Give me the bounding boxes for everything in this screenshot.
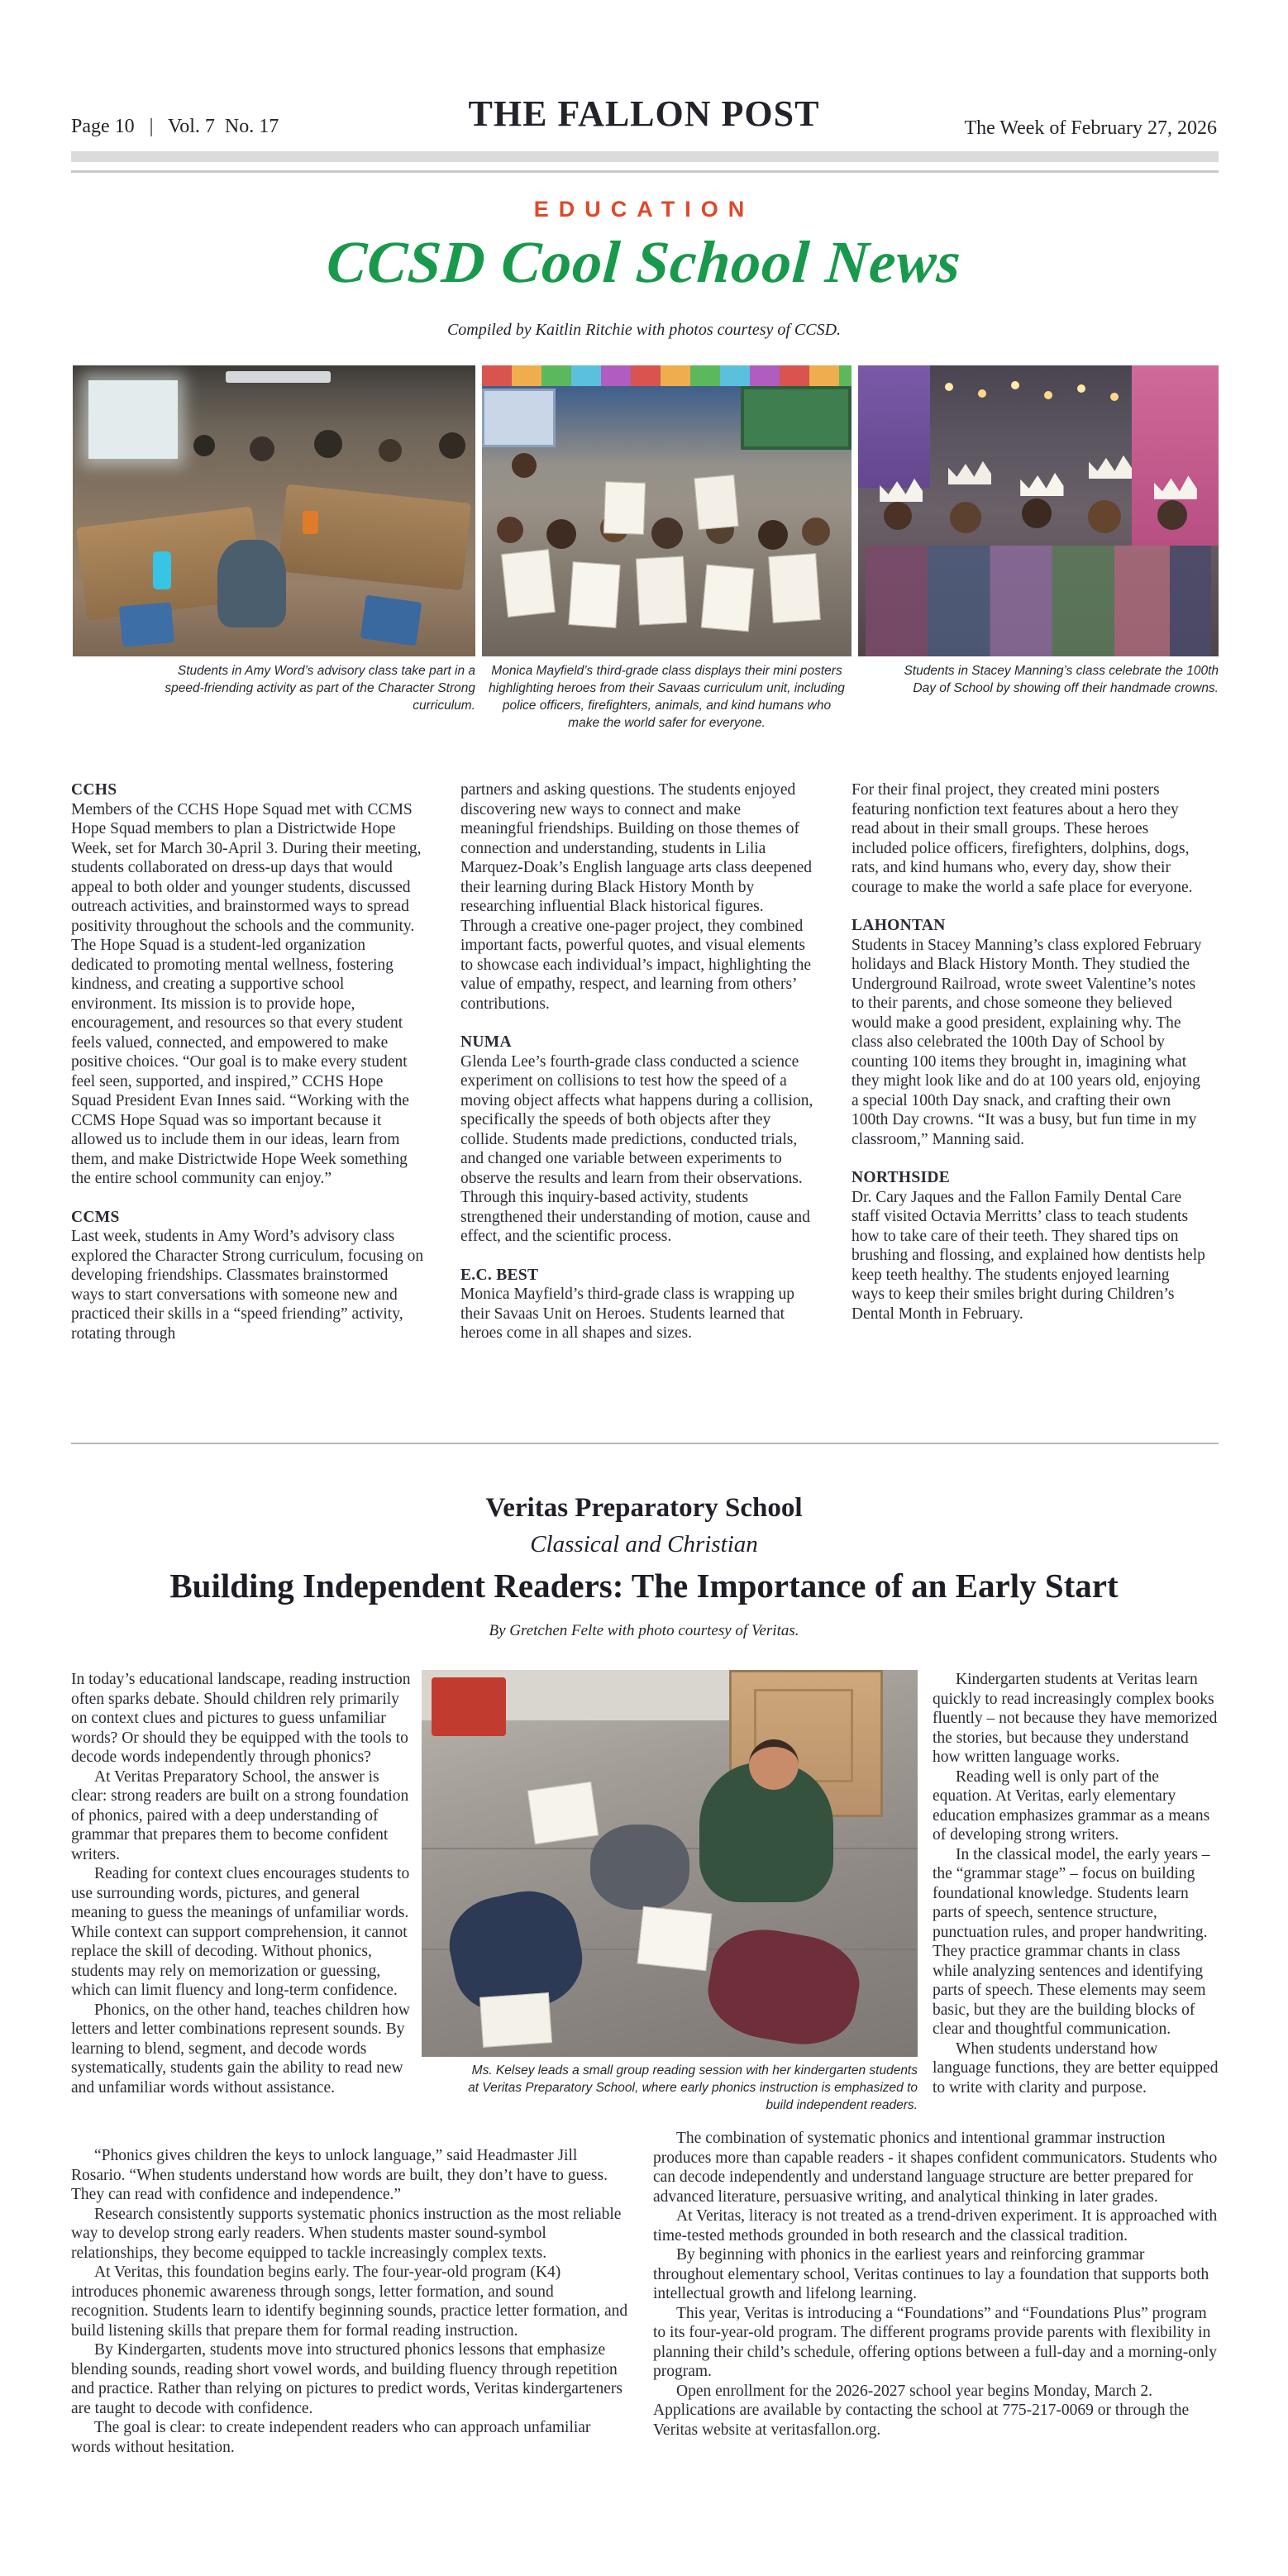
photo-veritas-reading	[422, 1670, 918, 2057]
kid-maroon	[701, 1921, 866, 2054]
feature-paragraph: Research consistently supports systematic phonics instruction as the most reliable way to develop strong early readers. When students master sound-symbol relationships, they become equipped to tackle increasingly complex texts.	[71, 2205, 622, 2262]
bottle-orange	[303, 511, 318, 534]
veritas-col-right-bottom	[653, 2129, 1219, 2440]
article-paragraph: Glenda Lee’s fourth-grade class conducted a science experiment on collisions to test how the speed of a moving object affects what happens during a collision, specifically the speeds of both objects after they collide. Students made predictions, conducted trials, and changed one variable between experiments to observe the results and learn from their observations. Through this inquiry-based activity, students strengthened their understanding of motion, cause and effect, and the scientific process.	[460, 1052, 813, 1245]
veritas-col-left-top	[71, 1670, 418, 2097]
feature-paragraph: “Phonics gives children the keys to unlock language,” said Headmaster Jill Rosario. “When students understand how words are built, they don’t have to guess. They can read with confidence and independence.”	[71, 2147, 608, 2203]
feature-paragraph: Phonics, on the other hand, teaches children how letters and letter combinations represent sounds. By learning to blend, segment, and decode words systematically, students gain the ability to read new and unfamiliar words without assistance.	[71, 2001, 410, 2097]
article-paragraph: Dr. Cary Jaques and the Fallon Family Dental Care staff visited Octavia Merritts’ class to teach students how to take care of their teeth. They shared tips on brushing and flossing, and explained how dentists help keep teeth healthy. The students enjoyed learning ways to keep their smiles bright during Children’s Dental Month in February.	[852, 1188, 1205, 1323]
students-silhouettes	[193, 435, 215, 456]
feature-paragraph: Open enrollment for the 2026-2027 school year begins Monday, March 2. Applications are available by contacting the school at 775-217-0069 or through the Veritas website at veritasfallon.org.	[653, 2382, 1190, 2439]
feature-paragraph: This year, Veritas is introducing a “Foundations” and “Foundations Plus” program to its four-year-old program. The different programs provide parents with flexibility in planning their child’s schedule, offering options between a full-day and a morning-only program.	[653, 2304, 1217, 2380]
photo-mini-posters	[482, 365, 852, 656]
teacher-head	[749, 1739, 799, 1790]
student-heads-row1	[512, 453, 537, 478]
feature-paragraph: In the classical model, the early years – the “grammar stage” – focus on building foundational knowledge. Students learn parts of speech, sentence structure, punctuation rules, and proper handwriting. They practice grammar chants in class while analyzing sentences and identifying parts of speech. These elements may seem basic, but they are the building blocks of clear and thoughtful communication.	[933, 1845, 1210, 2038]
news-column-3	[852, 780, 1205, 1343]
photo-caption-1: Students in Amy Word’s advisory class take part in a speed-friending activity as part of the Character Strong curriculum.	[165, 664, 475, 713]
veritas-photo-caption: Ms. Kelsey leads a small group reading session with her kindergarten students at Veritas Preparatory School, where early phonics instruction is emphasized to build independent readers.	[468, 2063, 918, 2112]
article-heading: NUMA	[460, 1033, 512, 1051]
news-column-1	[71, 780, 425, 1362]
kid-bodies	[866, 546, 1212, 656]
page-info: Page 10 | Vol. 7 No. 17	[71, 116, 279, 137]
article-heading: CCMS	[71, 1208, 120, 1226]
article-paragraph: For their final project, they created mini posters featuring nonfiction text features about a hero they read about in their small groups. These heroes included police officers, firefighters, dolphins, dogs, rats, and kind humans who, every day, show their courage to make the world a safe place for everyone.	[852, 781, 1193, 896]
section-kicker: EDUCATION	[533, 197, 755, 222]
feature-paragraph: At Veritas, literacy is not treated as a trend-driven experiment. It is approached with time-tested methods grounded in both research and the classical tradition.	[653, 2207, 1218, 2244]
news-column-2	[460, 780, 814, 1362]
article-paragraph: Last week, students in Amy Word’s advisory class explored the Character Strong curriculum, focusing on developing friendships. Classmates brainstormed ways to start conversations with someone new and practiced their skills in a “speed friending” activity, rotating through	[71, 1228, 424, 1343]
pennant-banner	[482, 365, 852, 386]
feature-paragraph: Kindergarten students at Veritas learn quickly to read increasingly complex books fluently – not because they have memorized the stories, but because they understand how written language works.	[933, 1671, 1218, 1766]
article-paragraph: partners and asking questions. The students enjoyed discovering new ways to connect and make meaningful friendships. Building on those themes of connection and understanding, students in Lilia Marquez-Doak’s English language arts class deepened their learning during Black History Month by researching influential Black historical figures. Through a creative one-pager project, they combined important facts, powerful quotes, and visual elements to showcase each individual’s impact, highlighting the value of empathy, respect, and learning from others’ contributions.	[460, 781, 813, 1013]
photo-caption-3: Students in Stacey Manning’s class celebrate the 100th Day of School by showing off their handmade crowns.	[904, 664, 1219, 695]
paper-2	[637, 1906, 713, 1972]
desk-right	[278, 484, 471, 589]
water-bottle-cyan	[153, 551, 171, 589]
string-lights	[945, 383, 953, 391]
section-title: CCSD Cool School News	[324, 229, 964, 295]
paper-3	[479, 1992, 552, 2048]
ceiling-light	[226, 371, 331, 383]
section-divider	[71, 1443, 1219, 1444]
article-heading: E.C. BEST	[460, 1266, 539, 1284]
veritas-headline: Building Independent Readers: The Importance of an Early Start	[169, 1567, 1119, 1605]
photo-crowns	[858, 365, 1219, 656]
feature-paragraph: The combination of systematic phonics and intentional grammar instruction produces more than capable readers - it shapes confident communicators. Students who can decode independently and understand language structure are better prepared for advanced literature, persuasive writing, and analytical thinking in later grades.	[653, 2130, 1218, 2206]
crown-3	[1020, 470, 1063, 497]
article-paragraph: Monica Mayfield’s third-grade class is wrapping up their Savaas Unit on Heroes. Students learned that heroes come in all shapes and sizes.	[460, 1286, 794, 1342]
poster-5	[768, 553, 821, 623]
veritas-subtitle: Classical and Christian	[530, 1531, 758, 1558]
feature-paragraph: Reading well is only part of the equation. At Veritas, early elementary education emphasizes grammar as a means of developing strong writers.	[933, 1767, 1210, 1844]
poster-2	[569, 561, 621, 628]
photo-speed-friending	[73, 365, 475, 656]
pink-backdrop	[1132, 365, 1219, 546]
purple-banner	[858, 365, 930, 488]
window-glare	[88, 380, 177, 459]
green-board	[741, 386, 852, 450]
masthead-title: THE FALLON POST	[468, 93, 820, 134]
chair-blue-2	[360, 594, 422, 646]
issue-date: The Week of February 27, 2026	[964, 117, 1217, 139]
student-heads-row2	[497, 517, 523, 543]
article-heading: NORTHSIDE	[852, 1169, 951, 1186]
bulletin-left	[482, 389, 556, 446]
veritas-col-left-bottom	[71, 2146, 630, 2457]
article-paragraph: Students in Stacey Manning’s class explored February holidays and Black History Month. They studied the Underground Railroad, wrote sweet Valentine’s notes to their parents, and chose someone they believed would make a good president, explaining why. The class also celebrated the 100th Day of School by counting 100 items they brought in, imagining what they might look like and do at 100 years old, enjoying a special 100th Day snack, and crafting their own 100th Day crowns. “It was a busy, but fun time in my classroom,” Manning said.	[852, 936, 1202, 1148]
poster-6	[603, 481, 645, 535]
article-heading: CCHS	[71, 781, 117, 799]
chair-blue-1	[119, 602, 174, 647]
kid-gray	[590, 1825, 689, 1910]
feature-paragraph: At Veritas, this foundation begins early. The four-year-old program (K4) introduces phonemic awareness through songs, letter formation, and sound recognition. Students learn to identify beginning sounds, practice letter formation, and build listening skills that prepare them for formal reading instruction.	[71, 2264, 628, 2340]
red-crate	[432, 1677, 506, 1735]
feature-paragraph: In today’s educational landscape, reading instruction often sparks debate. Should children rely primarily on context clues and pictures to guess unfamiliar words? Or should they be equipped with the tools to decode words independently through phonics?	[71, 1671, 411, 1766]
article-paragraph: Members of the CCHS Hope Squad met with CCMS Hope Squad members to plan a Districtwide Hope Week, set for March 30-April 3. During their meeting, students collaborated on dress-up days that would appeal to both older and younger students, discussed outreach activities, and brainstormed ways to spread positivity throughout the schools and the community. The Hope Squad is a student-led organization dedicated to promoting mental wellness, fostering kindness, and creating a supportive school environment. Its mission is to provide hope, encouragement, and resources so that every student feels valued, connected, and empowered to make positive choices. “Our goal is to make every student feel seen, supported, and inspired,” CCHS Hope Squad President Evan Innes said. “Working with the CCMS Hope Squad was so important because it allowed us to include them in our ideas, learn from them, and make Districtwide Hope Week something the entire school community can enjoy.”	[71, 800, 422, 1187]
photo-caption-2: Monica Mayfield’s third-grade class displays their mini posters highlighting heroes from their Savaas curriculum unit, including police officers, firefighters, animals, and kind humans who make the world safer for everyone.	[489, 664, 845, 730]
veritas-col-right-top	[933, 1670, 1219, 2097]
header-bar	[71, 151, 1219, 162]
veritas-school-name: Veritas Preparatory School	[485, 1493, 803, 1523]
feature-paragraph: Reading for context clues encourages students to use surrounding words, pictures, and general meaning to guess the meanings of unfamiliar words. While context can support comprehension, it cannot replace the skill of decoding. Without phonics, students may rely on memorization or guessing, which can limit fluency and long-term confidence.	[71, 1865, 410, 1999]
feature-paragraph: The goal is clear: to create independent readers who can approach unfamiliar words without hesitation.	[71, 2419, 591, 2456]
student-foreground	[217, 540, 286, 627]
crown-4	[1089, 453, 1132, 479]
poster-3	[636, 556, 687, 626]
kid-heads-row	[884, 502, 912, 530]
feature-paragraph: By beginning with phonics in the earliest years and reinforcing grammar throughout elementary school, Veritas continues to lay a foundation that supports both intellectual growth and lifelong learning.	[653, 2246, 1209, 2302]
paper-1	[527, 1782, 599, 1844]
header-rule	[71, 170, 1219, 173]
compiled-byline: Compiled by Kaitlin Ritchie with photos courtesy of CCSD.	[446, 321, 842, 339]
crown-2	[948, 459, 991, 485]
veritas-byline: By Gretchen Felte with photo courtesy of Veritas.	[489, 1622, 799, 1639]
article-heading: LAHONTAN	[852, 917, 946, 934]
poster-1	[501, 549, 556, 618]
feature-paragraph: At Veritas Preparatory School, the answer is clear: strong readers are built on a strong foundation of phonics, paired with a deep understanding of grammar that prepares them to become confident writers.	[71, 1767, 409, 1863]
poster-7	[694, 475, 739, 530]
poster-4	[701, 564, 755, 632]
feature-paragraph: By Kindergarten, students move into structured phonics lessons that emphasize blending sounds, reading short vowel words, and building fluency through repetition and practice. Rather than relying on pictures to predict words, Veritas kindergarteners are taught to decode with confidence.	[71, 2341, 623, 2417]
feature-paragraph: When students understand how language functions, they are better equipped to write with clarity and purpose.	[933, 2039, 1219, 2097]
